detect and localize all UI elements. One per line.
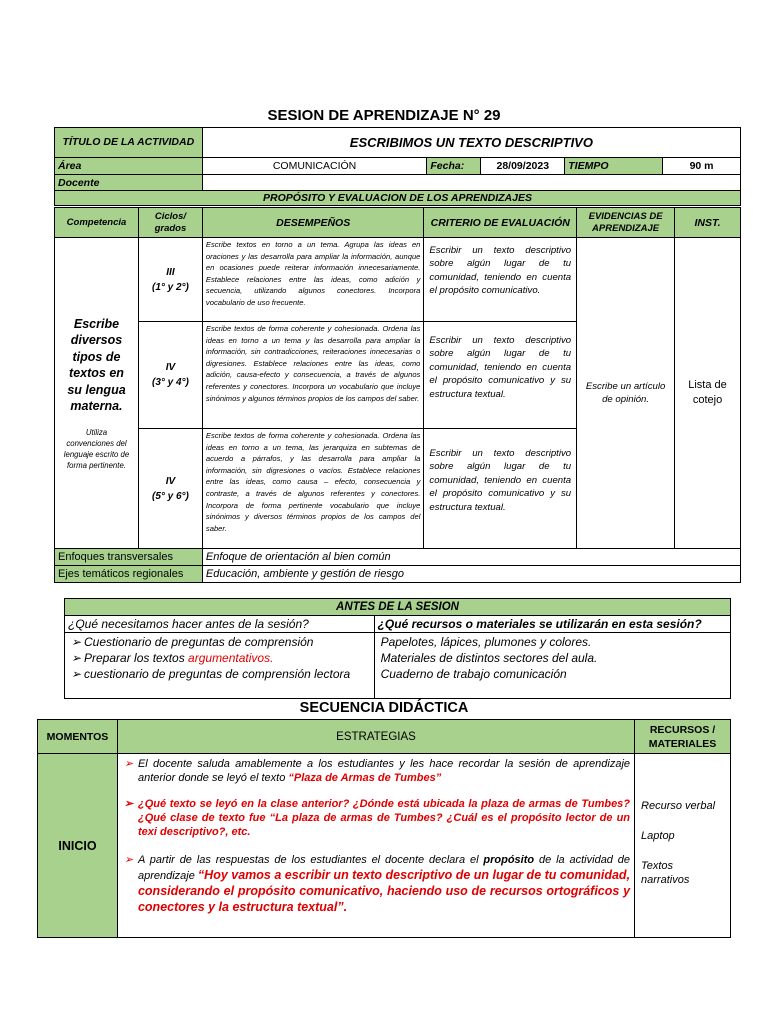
antes-heading: ANTES DE LA SESION (65, 599, 731, 616)
material-item: Materiales de distintos sectores del aula. (380, 651, 598, 665)
arrow-bullet-icon: ➢ (71, 667, 82, 681)
desempeno-text: Escribe textos en torno a un tema. Agrupa las ideas en oraciones y las desarrolla para ampliar la información, aunque en ocasiones puede reiterar información innecesariamente. Establece relaciones entre las ideas, como adición y secuencia, utilizando algunos conectores. Incorpora vocabulario de uso frecuente. (202, 238, 423, 322)
arrow-bullet-icon: ➢ (123, 854, 134, 866)
col-evidencias: EVIDENCIAS DE APRENDIZAJE (577, 208, 675, 238)
arrow-bullet-icon: ➢ (123, 758, 134, 770)
desempeno-text: Escribe textos de forma coherente y cohesionada. Ordena las ideas en torno a un tema y las desarrolla para ampliar la información, sin contradicciones, reiteraciones innecesarias o digresiones. Establece relaciones entre las ideas, como adición, causa-efecto y consecuencia, a través de algunos referentes y conectores. Incorpora un vocabulario que incluye sinónimos y algunos términos propios de los campos del saber. (202, 322, 423, 429)
criterio-text: Escribir un texto descriptivo sobre algún lugar de tu comunidad, teniendo en cuenta el propósito comunicativo y su estructura textual. (424, 322, 577, 429)
fecha-value: 28/09/2023 (481, 158, 565, 175)
col-ciclos: Ciclos/ grados (138, 208, 202, 238)
competencia-cell (55, 238, 139, 549)
estrategias-cell (117, 754, 634, 938)
highlight-text: argumentativos. (188, 651, 274, 665)
tiempo-label: TIEMPO (565, 158, 663, 175)
ciclo-cell (138, 238, 202, 322)
preparacion-list (68, 634, 371, 682)
titulo-value: ESCRIBIMOS UN TEXTO DESCRIPTIVO (202, 128, 740, 158)
tiempo-value: 90 m (663, 158, 741, 175)
criterio-text: Escribir un texto descriptivo sobre algún lugar de tu comunidad, teniendo en cuenta el propósito comunicativo. (424, 238, 577, 322)
secuencia-title: SECUENCIA DIDÁCTICA (299, 700, 469, 716)
col-estrategias: ESTRATEGIAS (117, 720, 634, 754)
strategy-paragraph: ➢ A partir de las respuestas de los estudiantes el docente declara el propósito de la actividad de aprendizaje “Hoy vamos a escribir un texto descriptivo de un lugar de tu comunidad, considerando el propósito comunicativo, haciendo uso de recursos ortográficos y conectores y la estructura textual”. (123, 854, 631, 914)
criterio-text: Escribir un texto descriptivo sobre algún lugar de tu comunidad, teniendo en cuenta el propósito comunicativo y su estructura textual. (424, 429, 577, 549)
ciclo-label: III (166, 266, 175, 278)
antes-question-1: ¿Qué necesitamos hacer antes de la sesión? (65, 616, 375, 633)
recurso-item: Laptop (641, 830, 675, 842)
col-momentos: MOMENTOS (38, 720, 118, 754)
enfoques-value: Enfoque de orientación al bien común (202, 549, 740, 566)
arrow-bullet-icon: ➢ (71, 635, 82, 649)
list-item: ➢ Preparar los textos argumentativos. (71, 651, 274, 665)
secuencia-table (37, 719, 731, 938)
ciclo-label: IV (165, 362, 176, 373)
ciclo-label: IV (165, 475, 176, 487)
table-row (55, 238, 741, 322)
col-criterio: CRITERIO DE EVALUACIÓN (424, 208, 577, 238)
arrow-bullet-icon: ➢ (123, 798, 134, 810)
evaluation-table (54, 207, 741, 583)
grados-label: (1° y 2°) (151, 281, 189, 293)
docente-value (202, 175, 740, 191)
antes-sesion-table (64, 598, 731, 699)
momento-inicio: INICIO (38, 754, 118, 938)
instrumento-text: Lista de cotejo (675, 238, 741, 549)
area-label: Área (55, 158, 203, 175)
grados-label: (3° y 4°) (151, 377, 189, 388)
col-inst: INST. (675, 208, 741, 238)
ejes-value: Educación, ambiente y gestión de riesgo (202, 566, 740, 583)
ciclo-cell (138, 322, 202, 429)
competencia-text: Escribe diversos tipos de textos en su lengua materna. (67, 316, 126, 413)
strategy-paragraph: ➢ ¿Qué texto se leyó en la clase anterior? ¿Dónde está ubicada la plaza de armas de Tumbes? ¿Qué clase de texto fue “La plaza de armas de Tumbes? ¿Cuál es el propósito lector de un texi descriptivo?, etc. (123, 798, 631, 838)
materiales-cell (374, 633, 730, 699)
docente-label: Docente (55, 175, 203, 191)
proposito-heading: PROPÓSITO Y EVALUACION DE LOS APRENDIZAJES (55, 191, 741, 206)
titulo-label: TÍTULO DE LA ACTIVIDAD (55, 128, 203, 158)
strategy-paragraph: ➢ El docente saluda amablemente a los estudiantes y les hace recordar la sesión de aprendizaje anterior donde se leyó el texto “Plaza de Armas de Tumbes” (123, 758, 631, 784)
recurso-item: Recurso verbal (641, 800, 716, 812)
fecha-label: Fecha: (427, 158, 481, 175)
evidencia-text: Escribe un artículo de opinión. (577, 238, 675, 549)
recurso-item: Textos narrativos (641, 860, 690, 886)
col-desempenos: DESEMPEÑOS (202, 208, 423, 238)
page-title: SESION DE APRENDIZAJE N° 29 (267, 107, 501, 124)
desempeno-text: Escribe textos de forma coherente y cohesionada. Ordena las ideas en torno a un tema, las jerarquiza en subtemas de acuerdo a párrafos, y las desarrolla para ampliar la información, sin digresiones o vacíos. Establece relaciones entre las ideas, como causa – efecto, consecuencia y contraste, a través de algunos referentes y conectores. Incorpora de forma pertinente vocabulario que incluye sinónimos y diversos términos propios de los campos del saber. (202, 429, 423, 549)
antes-question-2: ¿Qué recursos o materiales se utilizarán en esta sesión? (374, 616, 730, 633)
material-item: Papelotes, lápices, plumones y colores. (380, 635, 592, 649)
ejes-label: Ejes temáticos regionales (55, 566, 203, 583)
arrow-bullet-icon: ➢ (71, 651, 82, 665)
material-item: Cuaderno de trabajo comunicación (380, 667, 567, 681)
grados-label: (5° y 6°) (151, 490, 189, 502)
learning-session-table (54, 127, 741, 206)
enfoques-label: Enfoques transversales (55, 549, 203, 566)
preparacion-list-cell (65, 633, 375, 699)
col-competencia: Competencia (55, 208, 139, 238)
recursos-cell (635, 754, 731, 938)
area-value: COMUNICACIÓN (202, 158, 427, 175)
col-recursos: RECURSOS / MATERIALES (635, 720, 731, 754)
list-item: ➢ cuestionario de preguntas de comprensión lectora (71, 667, 351, 681)
ciclo-cell (138, 429, 202, 549)
list-item: ➢ Cuestionario de preguntas de comprensión (71, 635, 314, 649)
competencia-sub: Utiliza convenciones del lenguaje escrito de forma pertinente. (63, 427, 130, 470)
